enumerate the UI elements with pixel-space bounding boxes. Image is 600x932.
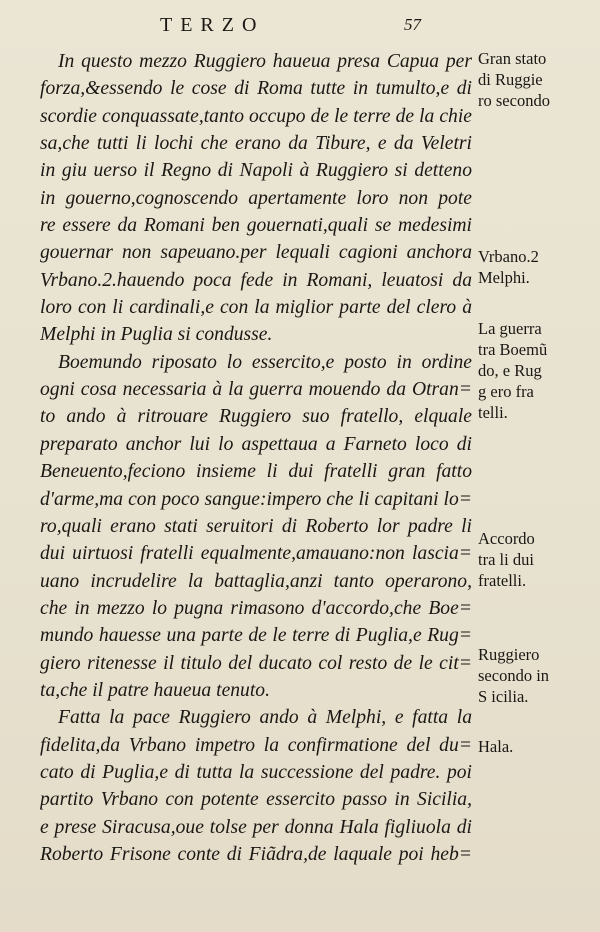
text-line: Roberto Frisone conte di Fiãdra,de laquale poi heb= — [40, 843, 472, 865]
text-line: fidelita,da Vrbano impetro la confirmatione del du= — [40, 734, 472, 756]
margin-note — [478, 246, 598, 288]
margin-note-line: di Ruggie — [478, 70, 543, 89]
text-line: e prese Siracusa,oue tolse per donna Hala figliuola di — [40, 816, 472, 838]
text-line: dui uirtuosi fratelli equalmente,amauano:non lascia= — [40, 543, 472, 565]
margin-note-line: Ruggiero — [478, 645, 540, 664]
page-number: 57 — [404, 15, 421, 34]
text-line: to ando à ritrouare Ruggiero suo fratello, elquale — [40, 406, 472, 428]
text-line: Beneuento,feciono insieme li dui fratelli gran fatto — [40, 461, 472, 483]
text-line: Vrbano.2.hauendo poca fede in Romani, leuatosi da — [40, 269, 472, 291]
text-line: preparato anchor lui lo aspettaua a Farneto loco di — [40, 433, 472, 455]
text-line: loro con li cardinali,e con la miglior parte del clero à — [40, 297, 472, 319]
text-line: d'arme,ma con poco sangue:impero che li capitani lo= — [40, 488, 472, 510]
main-text-block — [40, 48, 472, 868]
margin-note-line: La guerra — [478, 319, 542, 338]
margin-note — [478, 48, 598, 111]
text-line: ta,che il patre haueua tenuto. — [40, 679, 270, 701]
text-line: Boemundo riposato lo essercito,e posto in ordine — [58, 351, 472, 373]
text-line: in gouerno,cognoscendo apertamente loro non pote — [40, 187, 472, 209]
text-line: Fatta la pace Ruggiero ando à Melphi, e fatta la — [58, 707, 472, 729]
margin-note-line: telli. — [478, 403, 508, 422]
text-line: in giu uerso il Regno di Napoli à Ruggiero si detteno — [40, 160, 472, 182]
text-line: ogni cosa necessaria à la guerra mouendo da Otran= — [40, 379, 472, 401]
margin-note-line: S icilia. — [478, 687, 529, 706]
text-line: forza,&essendo le cose di Roma tutte in tumulto,e di — [40, 78, 472, 100]
text-line: gouernar non sapeuano.per lequali cagioni anchora — [40, 242, 472, 264]
margin-note-line: fratelli. — [478, 571, 527, 590]
text-line: sa,che tutti li lochi che erano da Tibure, e da Veletri — [40, 133, 472, 155]
margin-note — [478, 644, 598, 707]
text-line: Melphi in Puglia si condusse. — [40, 324, 273, 346]
text-line: cato di Puglia,e di tutta la successione del padre. poi — [40, 761, 472, 783]
margin-note-line: Melphi. — [478, 268, 530, 287]
margin-note-line: Gran stato — [478, 49, 547, 68]
text-line: In questo mezzo Ruggiero haueua presa Capua per — [58, 51, 472, 72]
text-line: mundo hauesse una parte de le terre di Puglia,e Rug= — [40, 625, 472, 647]
text-line: giero ritenesse il titulo del ducato col resto de le cit= — [40, 652, 472, 674]
margin-note — [478, 318, 598, 423]
margin-note-line: tra li dui — [478, 550, 534, 569]
text-line: uano incrudelire la battaglia,anzi tanto operarono, — [40, 570, 472, 592]
margin-note-line: do, e Rug — [478, 361, 542, 380]
margin-note-line: tra Boemũ — [478, 340, 548, 359]
margin-note-line: ro secondo — [478, 91, 550, 110]
running-head: TERZO — [160, 14, 265, 36]
text-line: ro,quali erano stati seruitori di Roberto lor padre li — [40, 515, 472, 537]
text-line: re essere da Romani ben gouernati,quali se medesimi — [40, 215, 472, 237]
margin-note-line: Vrbano.2 — [478, 247, 539, 266]
text-line: scordie conquassate,tanto occupo de le terre de la chie — [40, 105, 472, 127]
margin-note — [478, 528, 598, 591]
margin-note-line: secondo in — [478, 666, 550, 685]
margin-note — [478, 736, 598, 757]
margin-note-line: g ero fra — [478, 382, 534, 401]
margin-note-line: Hala. — [478, 737, 514, 756]
text-line: che in mezzo lo pugna rimasono d'accordo,che Boe= — [40, 597, 472, 619]
page-header — [0, 14, 600, 44]
margin-note-line: Accordo — [478, 529, 535, 548]
text-line: partito Vrbano con potente essercito passo in Sicilia, — [40, 789, 472, 811]
